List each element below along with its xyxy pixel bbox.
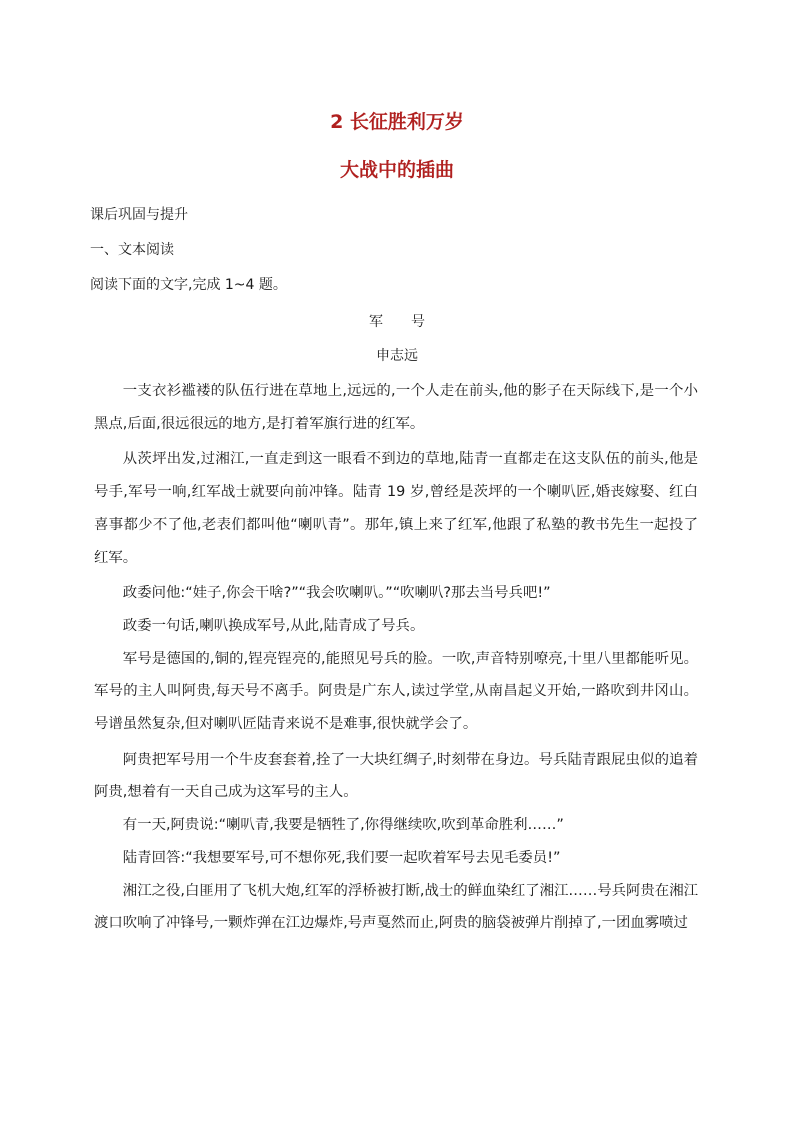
part-heading: 一、文本阅读 <box>90 242 174 258</box>
section-heading: 课后巩固与提升 <box>90 207 188 223</box>
paragraph: 军号是德国的,铜的,锃亮锃亮的,能照见号兵的脸。一吹,声音特别嘹亮,十里八里都能听见。军号的主人叫阿贵,每天号不离手。阿贵是广东人,读过学堂,从南昌起义开始,一路吹到井冈山。号谱虽然复杂,但对喇叭匠陆青来说不是难事,很快就学会了。 <box>94 650 698 733</box>
passage-author: 申志远 <box>376 348 418 364</box>
paragraph: 有一天,阿贵说:“喇叭青,我要是牺牲了,你得继续吹,吹到革命胜利……” <box>122 817 564 834</box>
paragraph: 阿贵把军号用一个牛皮套套着,拴了一大块红绸子,时刻带在身边。号兵陆青跟屁虫似的追着阿贵,想着有一天自己成为这军号的主人。 <box>94 751 698 801</box>
paragraph: 湘江之役,白匪用了飞机大炮,红军的浮桥被打断,战士的鲜血染红了湘江……号兵阿贵在湘江渡口吹响了冲锋号,一颗炸弹在江边爆炸,号声戛然而止,阿贵的脑袋被弹片削掉了,一团血雾喷过 <box>94 882 698 932</box>
reading-instruction: 阅读下面的文字,完成 1~4 题。 <box>90 277 287 293</box>
lesson-title: 2 长征胜利万岁 <box>330 111 464 133</box>
paragraph: 一支衣衫褴褛的队伍行进在草地上,远远的,一个人走在前头,他的影子在天际线下,是一个小黑点,后面,很远很远的地方,是打着军旗行进的红军。 <box>94 383 698 432</box>
lesson-subtitle: 大战中的插曲 <box>339 159 454 181</box>
paragraph: 政委问他:“娃子,你会干啥?”“我会吹喇叭。”“吹喇叭?那去当号兵吧!” <box>122 585 551 602</box>
paragraph: 政委一句话,喇叭换成军号,从此,陆青成了号兵。 <box>122 617 425 634</box>
passage-body <box>94 375 698 940</box>
passage-title: 军 号 <box>369 314 425 330</box>
paragraph: 陆青回答:“我想要军号,可不想你死,我们要一起吹着军号去见毛委员!” <box>122 849 561 866</box>
paragraph: 从茨坪出发,过湘江,一直走到这一眼看不到边的草地,陆青一直都走在这支队伍的前头,他是号手,军号一响,红军战士就要向前冲锋。陆青 19 岁,曾经是茨坪的一个喇叭匠,婚丧嫁娶、红白喜事都少不了他,老表们都叫他“喇叭青”。那年,镇上来了红军,他跟了私塾的教书先生一起投了红军。 <box>94 451 698 566</box>
